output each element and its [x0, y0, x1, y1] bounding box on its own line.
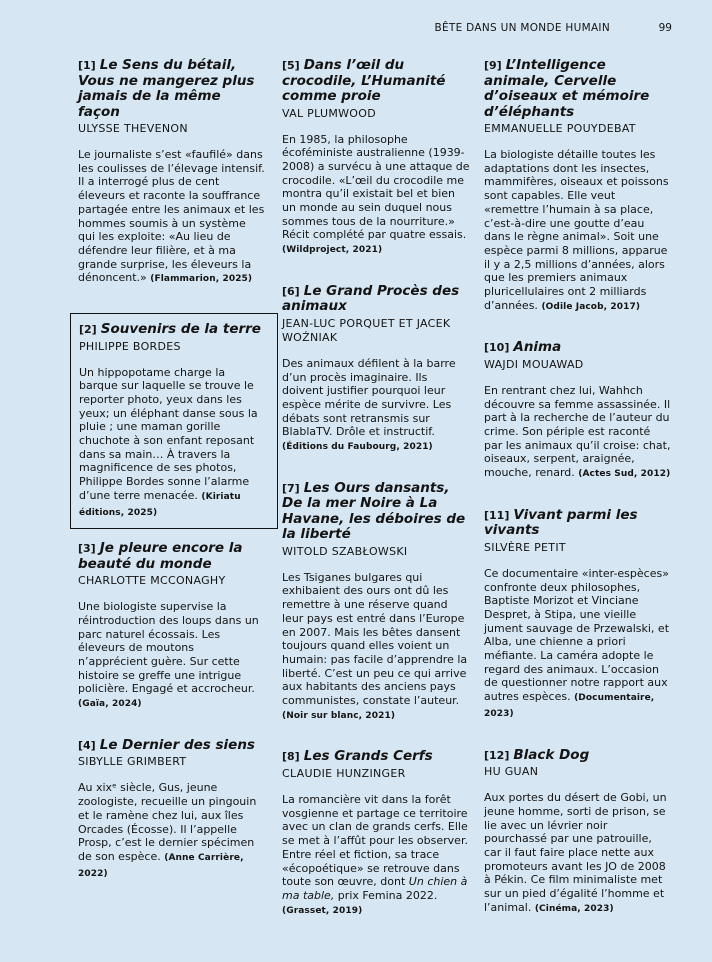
entry-author: PHILIPPE BORDES	[79, 339, 181, 353]
entry-number: [2]	[79, 323, 97, 337]
entry-title-text: L’Intelligence animale, Cervelle d’oiseaux et mémoire d’éléphants	[484, 57, 650, 120]
entry-text-end: prix Femina 2022.	[334, 888, 438, 902]
entry-description	[484, 791, 672, 916]
entry-author: WITOLD SZABŁOWSKI	[282, 544, 408, 558]
entry-description	[484, 148, 672, 314]
entry-publisher: (Grasset, 2019)	[282, 905, 363, 916]
entry-number: [7]	[282, 481, 300, 495]
entry-number: [6]	[282, 284, 300, 298]
entry-title-text: Les Ours dansants, De la mer Noire à La Havane, les déboires de la liberté	[282, 479, 466, 543]
entry-author: CLAUDIE HUNZINGER	[282, 766, 406, 780]
entry-title-text: Le Grand Procès des animaux	[282, 282, 460, 315]
entry-text-italic: Un chien à ma table,	[282, 875, 468, 902]
book-entry-4	[78, 738, 266, 881]
entry-number: [5]	[282, 59, 300, 72]
entry-description	[282, 133, 470, 258]
book-entry-1	[78, 58, 266, 287]
entry-text: Des animaux défilent à la barre d’un procès imaginaire. Ils doivent justifier pourquoi leur espèce mérite de survivre. Les débats sont retransmis sur BlablaTV. Drôle et instructif.	[282, 356, 456, 439]
book-entry-11	[484, 508, 672, 722]
entry-text: En 1985, la philosophe écoféministe australienne (1939-2008) a survécu à une attaque de crocodile. «L’œil du crocodile me montra qu’il existait bel et bien un monde au sein duquel nous sommes tous de la nourriture.» Récit complété par quatre essais.	[282, 132, 470, 242]
running-header	[0, 22, 712, 40]
book-entry-7	[282, 481, 470, 724]
entry-title	[282, 284, 470, 315]
entry-publisher: (Kiriatu éditions, 2025)	[79, 491, 241, 518]
entry-description	[484, 384, 672, 482]
entry-publisher: (Anne Carrière, 2022)	[78, 852, 244, 879]
entry-text: Aux portes du désert de Gobi, un jeune homme, sorti de prison, se lie avec un lévrier noir pourchassé par une patrouille, car il faut faire place nette aux promoteurs avant les JO de 2008 à Pékin. Ce film minimaliste met sur un pied d’égalité l’homme et l’animal.	[484, 791, 667, 914]
entry-description	[484, 567, 672, 722]
entry-author: JEAN-LUC PORQUET ET JACEK WOŹNIAK	[282, 316, 451, 344]
entry-description	[79, 366, 267, 521]
entry-title-text: Le Sens du bétail, Vous ne mangerez plus jamais de la même façon	[78, 57, 255, 120]
entry-author: CHARLOTTE MCCONAGHY	[78, 574, 226, 588]
column-3	[484, 58, 672, 942]
entry-title	[484, 340, 672, 356]
entry-publisher: (Actes Sud, 2012)	[578, 469, 671, 480]
entry-title	[78, 738, 266, 754]
entry-title-text: Je pleure encore la beauté du monde	[78, 540, 243, 572]
entry-publisher: (Cinéma, 2023)	[534, 903, 614, 914]
entry-text: Ce documentaire «inter-espèces» confronte deux philosophes, Baptiste Morizot et Vinciane Despret, à Stipa, une vieille jument sauvage de Przewalski, et Alba, une chienne a priori méfiante. La caméra adopte le regard des animaux. L’occasion de questionner notre rapport aux autres espèces.	[484, 566, 670, 704]
entry-author: VAL PLUMWOOD	[282, 106, 376, 120]
entry-publisher: (Flammarion, 2025)	[150, 274, 253, 285]
entry-title-text: Vivant parmi les vivants	[484, 506, 638, 539]
entry-number: [4]	[78, 738, 96, 752]
entry-publisher: (Gaïa, 2024)	[78, 699, 142, 710]
entry-text: Un hippopotame charge la barque sur laquelle se trouve le reporter photo, yeux dans les yeux; un éléphant danse sous la pluie ; une maman gorille chuchote à son enfant reposant dans sa main… À travers la magnificence de ses photos, Philippe Bordes sonne l’alarme d’une terre menacée.	[79, 365, 258, 502]
section-title: BÊTE DANS UN MONDE HUMAIN	[434, 22, 610, 34]
column-2	[282, 58, 470, 944]
entry-title	[484, 748, 672, 764]
entry-publisher: (Éditions du Faubourg, 2021)	[282, 442, 433, 453]
book-entry-2	[70, 313, 278, 529]
book-entry-6	[282, 284, 470, 455]
entry-text: Le journaliste s’est «faufilé» dans les coulisses de l’élevage intensif. Il a interrogé plus de cent éleveurs et raconte la souffrance partagée entre les animaux et les hommes soumis à un système qui les exploite: «Au lieu de défendre leur filière, et à ma grande surprise, les éleveurs la dénoncent.»	[78, 148, 265, 285]
entry-number: [11]	[484, 508, 510, 522]
entry-publisher: (Noir sur blanc, 2021)	[282, 710, 396, 721]
entry-number: [12]	[484, 748, 510, 762]
entry-author: WAJDI MOUAWAD	[484, 357, 584, 371]
entry-title-text: Les Grands Cerfs	[303, 748, 433, 765]
entry-title	[78, 58, 266, 120]
entry-description	[282, 571, 470, 724]
entry-description	[282, 357, 470, 455]
entry-title-text: Dans l’œil du crocodile, L’Humanité comme proie	[282, 57, 446, 104]
entry-publisher: (Odile Jacob, 2017)	[541, 301, 641, 312]
book-entry-9	[484, 58, 672, 314]
entry-text: En rentrant chez lui, Wahhch découvre sa femme assassinée. Il part à la recherche de l’auteur du crime. Son périple est raconté par les animaux qu’il croise: chat, oiseaux, serpent, araignée, mouche, renard.	[484, 383, 671, 480]
book-entry-12	[484, 748, 672, 917]
entry-number: [1]	[78, 59, 96, 72]
entry-author: HU GUAN	[484, 765, 539, 779]
entry-description	[78, 600, 266, 712]
entry-title	[79, 322, 267, 338]
entry-title	[282, 481, 470, 543]
entry-title-text: Le Dernier des siens	[99, 736, 255, 753]
page-number: 99	[658, 22, 672, 34]
book-entry-5	[282, 58, 470, 258]
entry-number: [9]	[484, 59, 502, 72]
entry-description	[78, 781, 266, 881]
entry-description	[282, 793, 470, 918]
entry-title-text: Anima	[513, 339, 562, 356]
entry-text: Au xixᵉ siècle, Gus, jeune zoologiste, recueille un pingouin et le ramène chez lui, aux îles Orcades (Écosse). Il l’appelle Prosp, c’est le dernier spécimen de son espèce.	[78, 781, 257, 863]
entry-title	[484, 508, 672, 539]
entry-publisher: (Documentaire, 2023)	[484, 693, 655, 719]
entry-text: La biologiste détaille toutes les adaptations dont les insectes, mammifères, oiseaux et poissons sont capables. Elle veut «remettre l’humain à sa place, c’est-à-dire une goutte d’eau dans le règne animal». Soit une espèce parmi 8 millions, apparue il y a 2,5 millions d’années, alors que les premiers animaux pluricellulaires ont 2 milliards d’années.	[484, 148, 669, 312]
book-entry-10	[484, 340, 672, 481]
entry-text: Une biologiste supervise la réintroduction des loups dans un parc naturel écossais. Les éleveurs de moutons n’apprécient guère. Sur cette histoire se greffe une intrigue policière. Engagé et accrocheur.	[78, 600, 259, 696]
book-entry-8	[282, 749, 470, 918]
entry-title-text: Souvenirs de la terre	[100, 321, 261, 338]
book-entry-3	[78, 541, 266, 712]
entry-number: [8]	[282, 750, 300, 764]
entry-title-text: Black Dog	[513, 746, 590, 763]
entry-text: La romancière vit dans la forêt vosgienne et partage ce territoire avec un clan de grands cerfs. Elle se met à l’affût pour les observer. Entre réel et fiction, sa trace «écopoétique» se retrouve dans toute son œuvre, dont	[282, 792, 468, 889]
column-1	[78, 58, 266, 907]
entry-author: ULYSSE THEVENON	[78, 122, 188, 135]
entry-title	[282, 749, 470, 765]
entry-description	[78, 148, 266, 287]
entry-author: EMMANUELLE POUYDEBAT	[484, 122, 636, 135]
entry-title	[484, 58, 672, 120]
entry-author: SILVÈRE PETIT	[484, 540, 566, 554]
entry-number: [10]	[484, 341, 510, 355]
entry-title	[282, 58, 470, 105]
entry-author: SIBYLLE GRIMBERT	[78, 755, 187, 769]
entry-publisher: (Wildproject, 2021)	[282, 245, 383, 256]
entry-text: Les Tsiganes bulgares qui exhibaient des ours ont dû les remettre à une réserve quand leur pays est entré dans l’Europe en 2007. Mais les bêtes dansent toujours quand elles voient un humain: pas facile d’apprendre la liberté. C’est un peu ce qui arrive aux habitants des anciens pays communistes, constate l’auteur.	[282, 570, 468, 708]
entry-number: [3]	[78, 542, 96, 556]
entry-title	[78, 541, 266, 572]
